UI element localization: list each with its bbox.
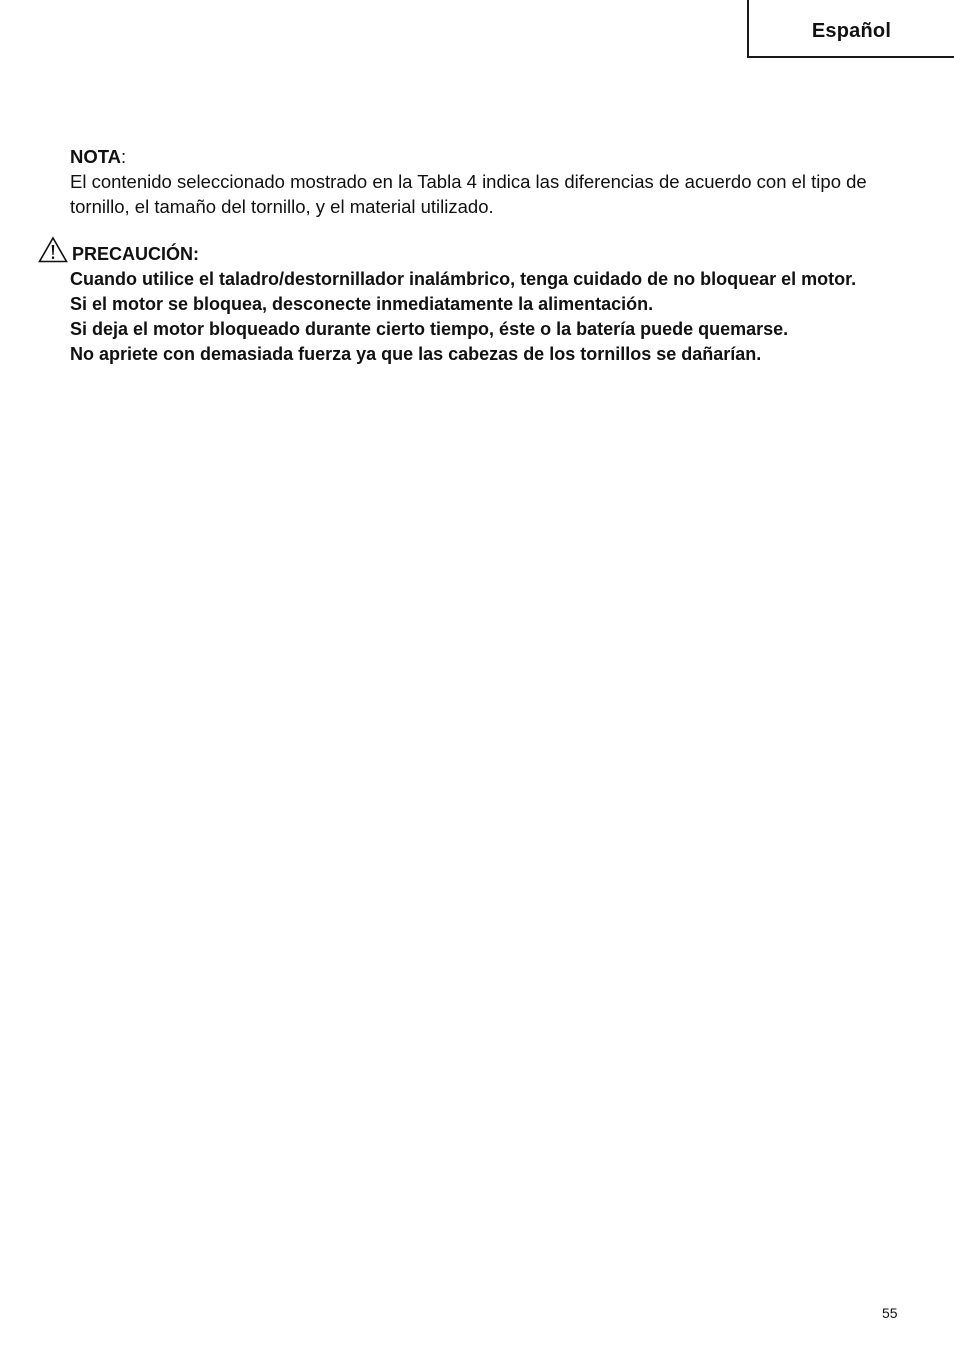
caution-text — [70, 267, 906, 367]
note-colon: : — [121, 146, 127, 167]
language-tab — [747, 0, 954, 58]
warning-triangle-icon — [38, 236, 68, 263]
note-section — [70, 144, 906, 219]
caution-section — [70, 242, 906, 367]
caution-line: Si el motor se bloquea, desconecte inmediatamente la alimentación. — [70, 294, 654, 314]
caution-title: PRECAUCIÓN: — [72, 244, 200, 264]
note-title: NOTA — [70, 146, 122, 167]
caution-line: Si deja el motor bloqueado durante cierto tiempo, éste o la batería puede quemarse. — [70, 319, 789, 339]
caution-line: Cuando utilice el taladro/destornillador inalámbrico, tenga cuidado de no bloquear el motor. — [70, 269, 857, 289]
page-number: 55 — [882, 1305, 898, 1321]
caution-line: No apriete con demasiada fuerza ya que las cabezas de los tornillos se dañarían. — [70, 344, 762, 364]
language-label: Español — [811, 19, 892, 42]
page-content — [70, 144, 906, 367]
note-body: El contenido seleccionado mostrado en la Tabla 4 indica las diferencias de acuerdo con el tipo de tornillo, el tamaño del tornillo, y el material utilizado. — [70, 171, 867, 217]
